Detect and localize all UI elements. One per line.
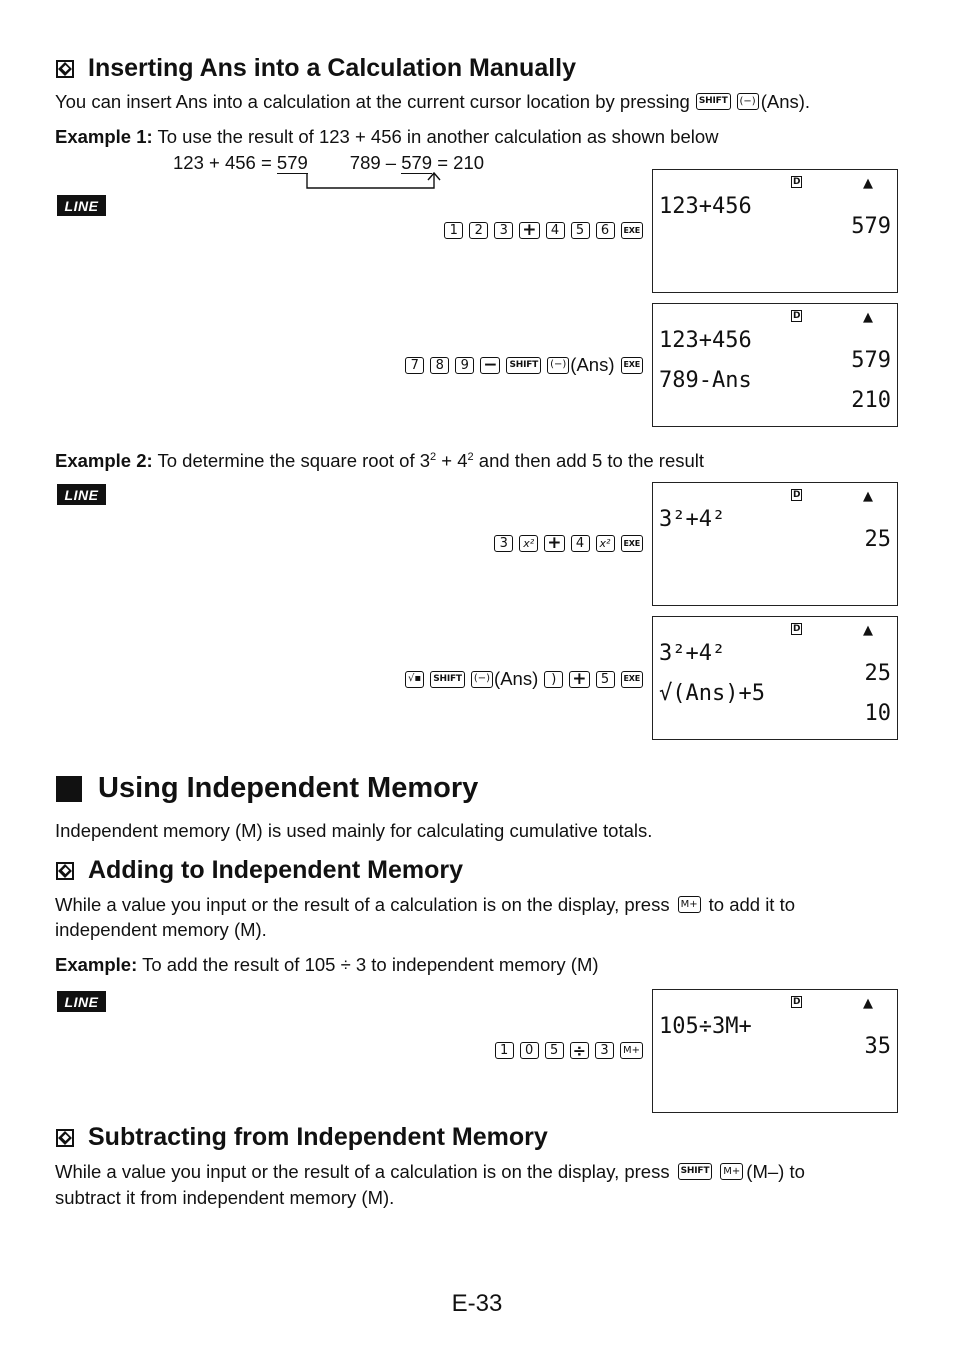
section-diamond-icon [56, 1129, 74, 1147]
mplus-key-icon: M+ [620, 1042, 643, 1059]
shift-key-icon: SHIFT [678, 1163, 713, 1180]
negative-key-icon: (−) [737, 93, 759, 110]
key-0-icon: 0 [520, 1042, 539, 1059]
key-4-icon: 4 [546, 222, 565, 239]
key-rparen-icon: ) [544, 671, 563, 688]
key-3-icon: 3 [494, 222, 513, 239]
screen-result: 25 [864, 661, 891, 686]
ans-arrow-connector [300, 170, 450, 192]
key-minus-icon: − [480, 357, 500, 374]
key-3-icon: 3 [595, 1042, 614, 1059]
formula-part: 789 – [349, 152, 402, 173]
key-4-icon: 4 [571, 535, 590, 552]
calc-screen-3 [652, 482, 898, 606]
key-plus-icon: + [544, 535, 564, 552]
key-sequence-3 [494, 535, 643, 552]
section-diamond-icon [56, 862, 74, 880]
screen-result: 10 [864, 701, 891, 726]
key-sequence-1 [444, 222, 643, 239]
body-text: While a value you input or the result of a calculation is on the display, press [55, 894, 670, 915]
key-2-icon: 2 [469, 222, 488, 239]
shift-key-icon: SHIFT [430, 671, 465, 688]
superscript: 2 [467, 451, 474, 463]
scroll-up-indicator: ▲ [863, 176, 873, 191]
adding-text-line2: independent memory (M). [55, 919, 267, 940]
key-exe-icon: EXE [621, 671, 644, 688]
scroll-up-indicator: ▲ [863, 310, 873, 325]
formula-part: = 210 [432, 152, 485, 173]
key-5-icon: 5 [596, 671, 615, 688]
negative-key-icon: (−) [471, 671, 493, 688]
insert-intro [55, 89, 810, 114]
key-square-icon: x² [596, 535, 615, 552]
key-5-icon: 5 [571, 222, 590, 239]
heading-text: Inserting Ans into a Calculation Manually [88, 54, 577, 82]
heading-adding-to-memory [56, 856, 463, 885]
degree-indicator: D [793, 624, 801, 634]
key-exe-icon: EXE [621, 357, 644, 374]
screen-line: 123+456 [659, 194, 752, 219]
ans-label: (Ans) [570, 354, 615, 375]
key-plus-icon: + [519, 222, 539, 239]
shift-key-icon: SHIFT [696, 93, 731, 110]
intro-text: You can insert Ans into a calculation at the current cursor location by pressing [55, 91, 690, 112]
mplus-key-icon: M+ [720, 1163, 743, 1180]
heading-subtracting-from-memory [56, 1123, 548, 1152]
screen-line: 789-Ans [659, 368, 752, 393]
screen-result: 35 [864, 1034, 891, 1059]
key-sequence-4 [405, 668, 643, 690]
negative-key-icon: (−) [547, 357, 569, 374]
example-text: and then add 5 to the result [473, 450, 705, 472]
shift-key-icon: SHIFT [506, 357, 541, 374]
ans-label: (Ans) [494, 668, 539, 689]
key-1-icon: 1 [495, 1042, 514, 1059]
screen-line: 123+456 [659, 328, 752, 353]
heading-text: Adding to Independent Memory [88, 856, 463, 884]
heading-inserting-ans [56, 54, 576, 83]
mplus-key-icon: M+ [678, 896, 701, 913]
example-2 [55, 445, 704, 473]
body-text: While a value you input or the result of a calculation is on the display, press [55, 1161, 670, 1182]
example-add [55, 952, 599, 977]
degree-indicator: D [793, 997, 801, 1007]
heading-text: Subtracting from Independent Memory [88, 1123, 548, 1151]
section-diamond-icon [56, 60, 74, 78]
screen-result: 25 [864, 527, 891, 552]
key-3-icon: 3 [494, 535, 513, 552]
subtracting-text-line2: subtract it from independent memory (M). [55, 1187, 395, 1208]
key-sequence-2 [405, 354, 643, 376]
subtracting-text-line1 [55, 1159, 805, 1184]
screen-result: 579 [851, 348, 891, 373]
degree-indicator: D [793, 177, 801, 187]
key-5-icon: 5 [545, 1042, 564, 1059]
screen-line: √(Ans)+5 [659, 681, 765, 706]
body-text: to add it to [708, 894, 796, 915]
key-6-icon: 6 [596, 222, 615, 239]
key-8-icon: 8 [430, 357, 449, 374]
line-mode-badge: LINE [57, 484, 106, 505]
body-text: (M–) to [746, 1161, 805, 1182]
adding-text-line1 [55, 892, 795, 917]
formula-result: 579 [276, 152, 308, 173]
example-1 [55, 124, 719, 149]
heading-text: Using Independent Memory [98, 772, 479, 804]
example-text: To add the result of 105 ÷ 3 to independent memory (M) [142, 954, 599, 975]
intro-text-end: (Ans). [760, 91, 811, 112]
screen-line: 3²+4² [659, 507, 726, 532]
key-1-icon: 1 [444, 222, 463, 239]
key-sqrt-icon: √▪ [405, 671, 424, 688]
example-text: To use the result of 123 + 456 in another calculation as shown below [157, 126, 719, 147]
page-number: E-33 [451, 1290, 503, 1317]
screen-line: 105÷3M+ [659, 1014, 752, 1039]
key-exe-icon: EXE [621, 222, 644, 239]
screen-result: 579 [851, 214, 891, 239]
example-label: Example 2: [55, 450, 153, 472]
heading-using-independent-memory [56, 772, 478, 805]
scroll-up-indicator: ▲ [863, 623, 873, 638]
formula-ans: 579 [401, 152, 433, 173]
memory-intro: Independent memory (M) is used mainly for calculating cumulative totals. [55, 820, 653, 841]
key-9-icon: 9 [455, 357, 474, 374]
calc-screen-5 [652, 989, 898, 1113]
key-sequence-5 [495, 1042, 643, 1059]
key-exe-icon: EXE [621, 535, 644, 552]
line-mode-badge: LINE [57, 195, 106, 216]
scroll-up-indicator: ▲ [863, 996, 873, 1011]
scroll-up-indicator: ▲ [863, 489, 873, 504]
key-divide-icon: ÷ [570, 1042, 589, 1059]
example-text: To determine the square root of 3 [157, 450, 431, 472]
superscript: 2 [430, 451, 437, 463]
calc-screen-2 [652, 303, 898, 427]
degree-indicator: D [793, 311, 801, 321]
degree-indicator: D [793, 490, 801, 500]
line-mode-badge: LINE [57, 991, 106, 1012]
formula-part: 123 + 456 = [173, 152, 277, 173]
section-square-icon [56, 776, 82, 802]
screen-result: 210 [851, 388, 891, 413]
key-plus-icon: + [569, 671, 589, 688]
calc-screen-1 [652, 169, 898, 293]
example-label: Example: [55, 954, 138, 975]
screen-line: 3²+4² [659, 641, 726, 666]
example-label: Example 1: [55, 126, 153, 147]
example-text: + 4 [436, 450, 468, 472]
key-7-icon: 7 [405, 357, 424, 374]
key-square-icon: x² [519, 535, 538, 552]
calc-screen-4 [652, 616, 898, 740]
